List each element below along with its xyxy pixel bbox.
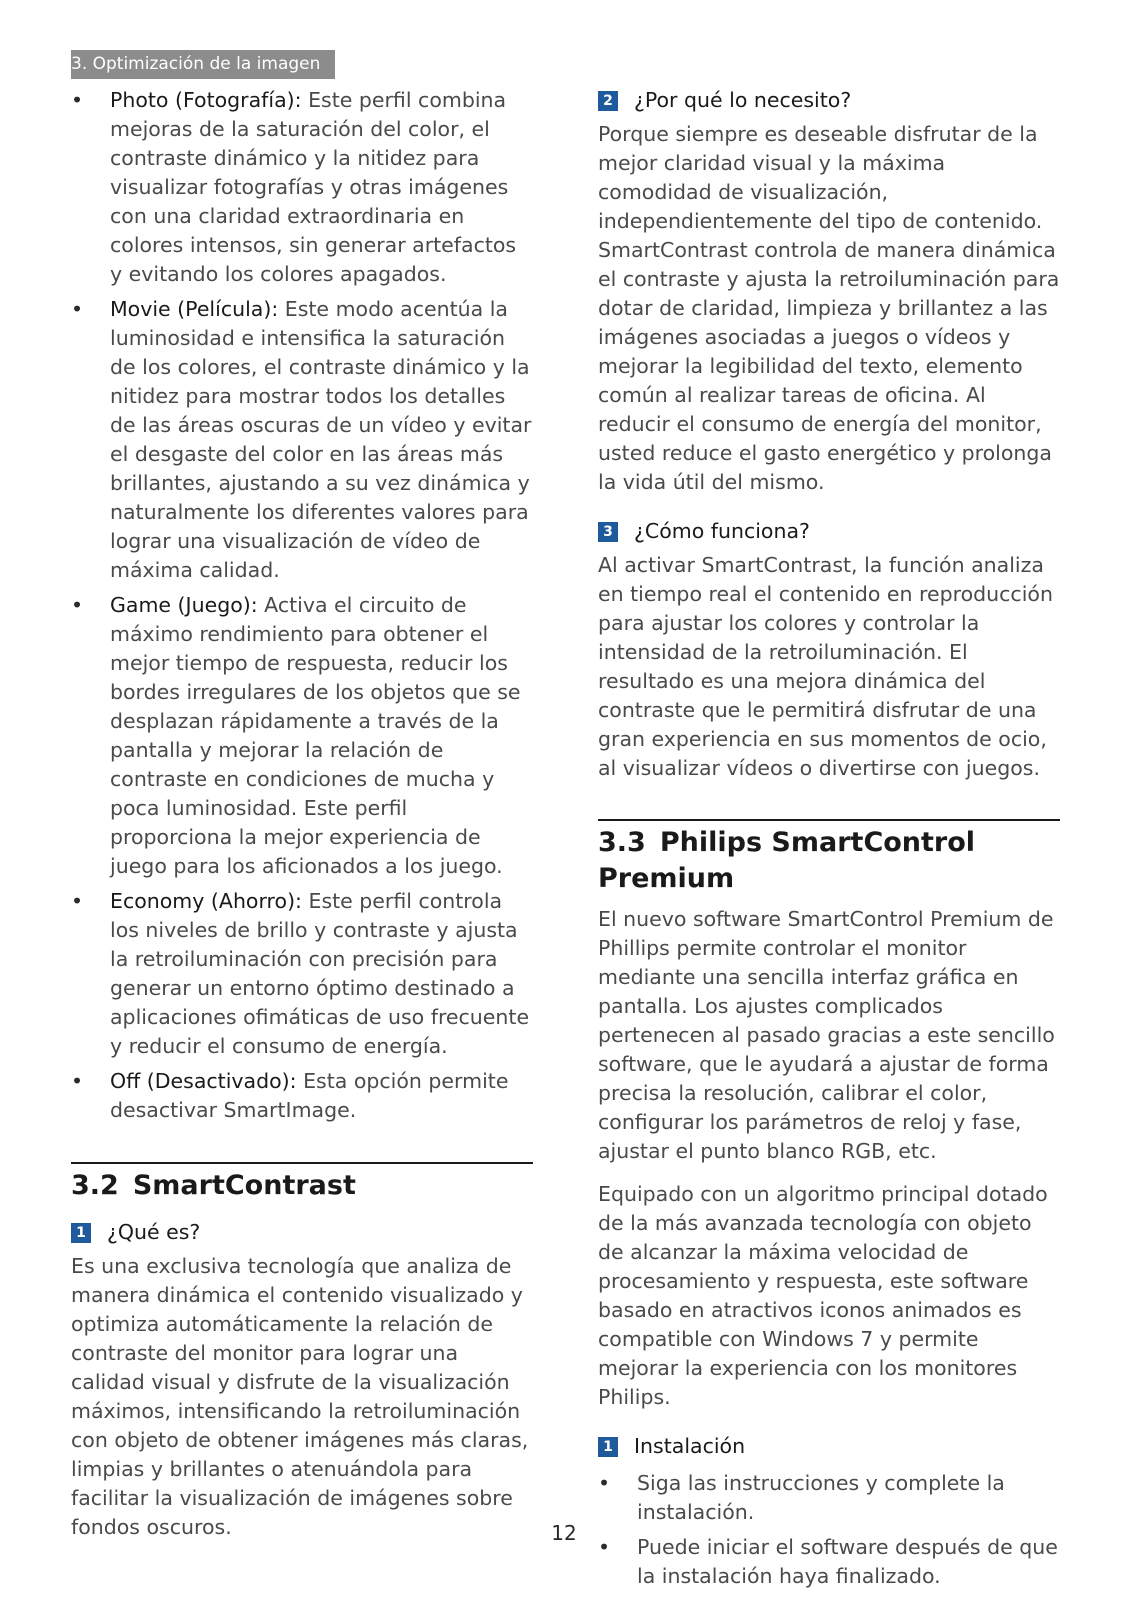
paragraph: Porque siempre es deseable disfrutar de la mejor claridad visual y la máxima comodidad de visualización, independientemente del tipo de contenido. SmartContrast controla de manera dinámica el contraste y ajusta la retroiluminación para dotar de claridad, limpieza y brillantez a las imágenes asociadas a juegos o vídeos y mejorar la legibilidad del texto, elemento común al realizar tareas de oficina. Al reducir el consumo de energía del monitor, usted reduce el gasto energético y prolonga la vida útil del mismo.	[598, 122, 1060, 494]
paragraph: Al activar SmartContrast, la función analiza en tiempo real el contenido en reproducción para ajustar los colores y controlar la intensidad de la retroiluminación. El resultado es una mejora dinámica del contraste que le permitirá disfrutar de una gran experiencia en sus momentos de ocio, al visualizar vídeos o divertirse con juegos.	[598, 553, 1053, 780]
mode-term: Economy (Ahorro):	[110, 889, 302, 913]
number-badge: 3	[598, 522, 618, 542]
paragraph: El nuevo software SmartControl Premium de Phillips permite controlar el monitor mediante una sencilla interfaz gráfica en pantalla. Los ajustes complicados pertenecen al pasado gracias a este sencillo software, que le ayudará a ajustar de forma precisa la resolución, calibrar el color, configurar los parámetros de reloj y fase, ajustar el punto blanco RGB, etc.	[598, 907, 1055, 1163]
mode-desc: Este modo acentúa la luminosidad e intensifica la saturación de los colores, el contraste dinámico y la nitidez para mostrar todos los detalles de las áreas oscuras de un vídeo y evitar el desgaste del color en las áreas más brillantes, ajustando a su vez dinámica y naturalmente los diferentes valores para lograr una visualización de vídeo de máxima calidad.	[110, 297, 532, 582]
bullet-icon: •	[71, 297, 84, 321]
install-step: Siga las instrucciones y complete la instalación.	[637, 1471, 1005, 1524]
subheading-title: Instalación	[634, 1434, 746, 1458]
subheading-how-works	[598, 517, 1060, 546]
mode-term: Off (Desactivado):	[110, 1069, 297, 1093]
bullet-icon: •	[598, 1535, 611, 1559]
mode-desc: Este perfil controla los niveles de brillo y contraste y ajusta la retroiluminación con precisión para generar un entorno óptimo destinado a aplicaciones ofimáticas de uso frecuente y reducir el consumo de energía.	[110, 889, 530, 1058]
paragraph: Equipado con un algoritmo principal dotado de la más avanzada tecnología con objeto de alcanzar la máxima velocidad de procesamiento y respuesta, este software basado en atractivos iconos animados es compatible con Windows 7 y permite mejorar la experiencia con los monitores Philips.	[598, 1182, 1048, 1409]
bullet-icon: •	[598, 1471, 611, 1495]
section-heading-3-3	[598, 819, 1060, 897]
mode-term: Photo (Fotografía):	[110, 88, 302, 112]
list-item	[71, 887, 533, 1061]
number-badge: 1	[598, 1437, 618, 1457]
list-item	[71, 1067, 533, 1125]
list-item	[71, 591, 533, 881]
bullet-icon: •	[71, 889, 84, 913]
right-column	[598, 86, 1060, 1597]
paragraph: Es una exclusiva tecnología que analiza de manera dinámica el contenido visualizado y optimiza automáticamente la relación de contraste del monitor para lograr una calidad visual y disfrute de la visualización máximos, intensificando la retroiluminación con objeto de obtener imágenes más claras, limpias y brillantes o atenuándola para facilitar la visualización de imágenes sobre fondos oscuros.	[71, 1254, 529, 1539]
section-heading-3-2	[71, 1162, 533, 1204]
picture-mode-list	[71, 86, 533, 1125]
number-badge: 2	[598, 91, 618, 111]
bullet-icon: •	[71, 593, 84, 617]
subheading-title: ¿Por qué lo necesito?	[634, 88, 852, 112]
subheading-what-is	[71, 1218, 533, 1247]
section-number: 3.2	[71, 1170, 119, 1201]
install-step: Puede iniciar el software después de que la instalación haya finalizado.	[637, 1535, 1058, 1588]
number-badge: 1	[71, 1223, 91, 1243]
list-item	[71, 295, 533, 585]
subheading-title: ¿Qué es?	[107, 1220, 201, 1244]
page-number: 12	[551, 1521, 577, 1545]
bullet-icon: •	[71, 1069, 84, 1093]
subheading-title: ¿Cómo funciona?	[634, 519, 810, 543]
subheading-installation	[598, 1432, 1060, 1461]
section-header-tab: 3. Optimización de la imagen	[71, 50, 335, 79]
mode-desc: Esta opción permite desactivar SmartImage.	[110, 1069, 509, 1122]
left-column	[71, 86, 533, 1542]
section-number: 3.3	[598, 827, 646, 858]
section-title: Philips SmartControl Premium	[598, 827, 976, 894]
subheading-why-need	[598, 86, 1060, 115]
bullet-icon: •	[71, 88, 84, 112]
mode-term: Movie (Película):	[110, 297, 279, 321]
mode-desc: Activa el circuito de máximo rendimiento para obtener el mejor tiempo de respuesta, reducir los bordes irregulares de los objetos que se desplazan rápidamente a través de la pantalla y mejorar la relación de contraste en condiciones de mucha y poca luminosidad. Este perfil proporciona la mejor experiencia de juego para los aficionados a los juego.	[110, 593, 521, 878]
section-title: SmartContrast	[132, 1170, 356, 1201]
mode-desc: Este perfil combina mejoras de la saturación del color, el contraste dinámico y la nitidez para visualizar fotografías y otras imágenes con una claridad extraordinaria en colores intensos, sin generar artefactos y evitando los colores apagados.	[110, 88, 517, 286]
list-item	[71, 86, 533, 289]
mode-term: Game (Juego):	[110, 593, 258, 617]
